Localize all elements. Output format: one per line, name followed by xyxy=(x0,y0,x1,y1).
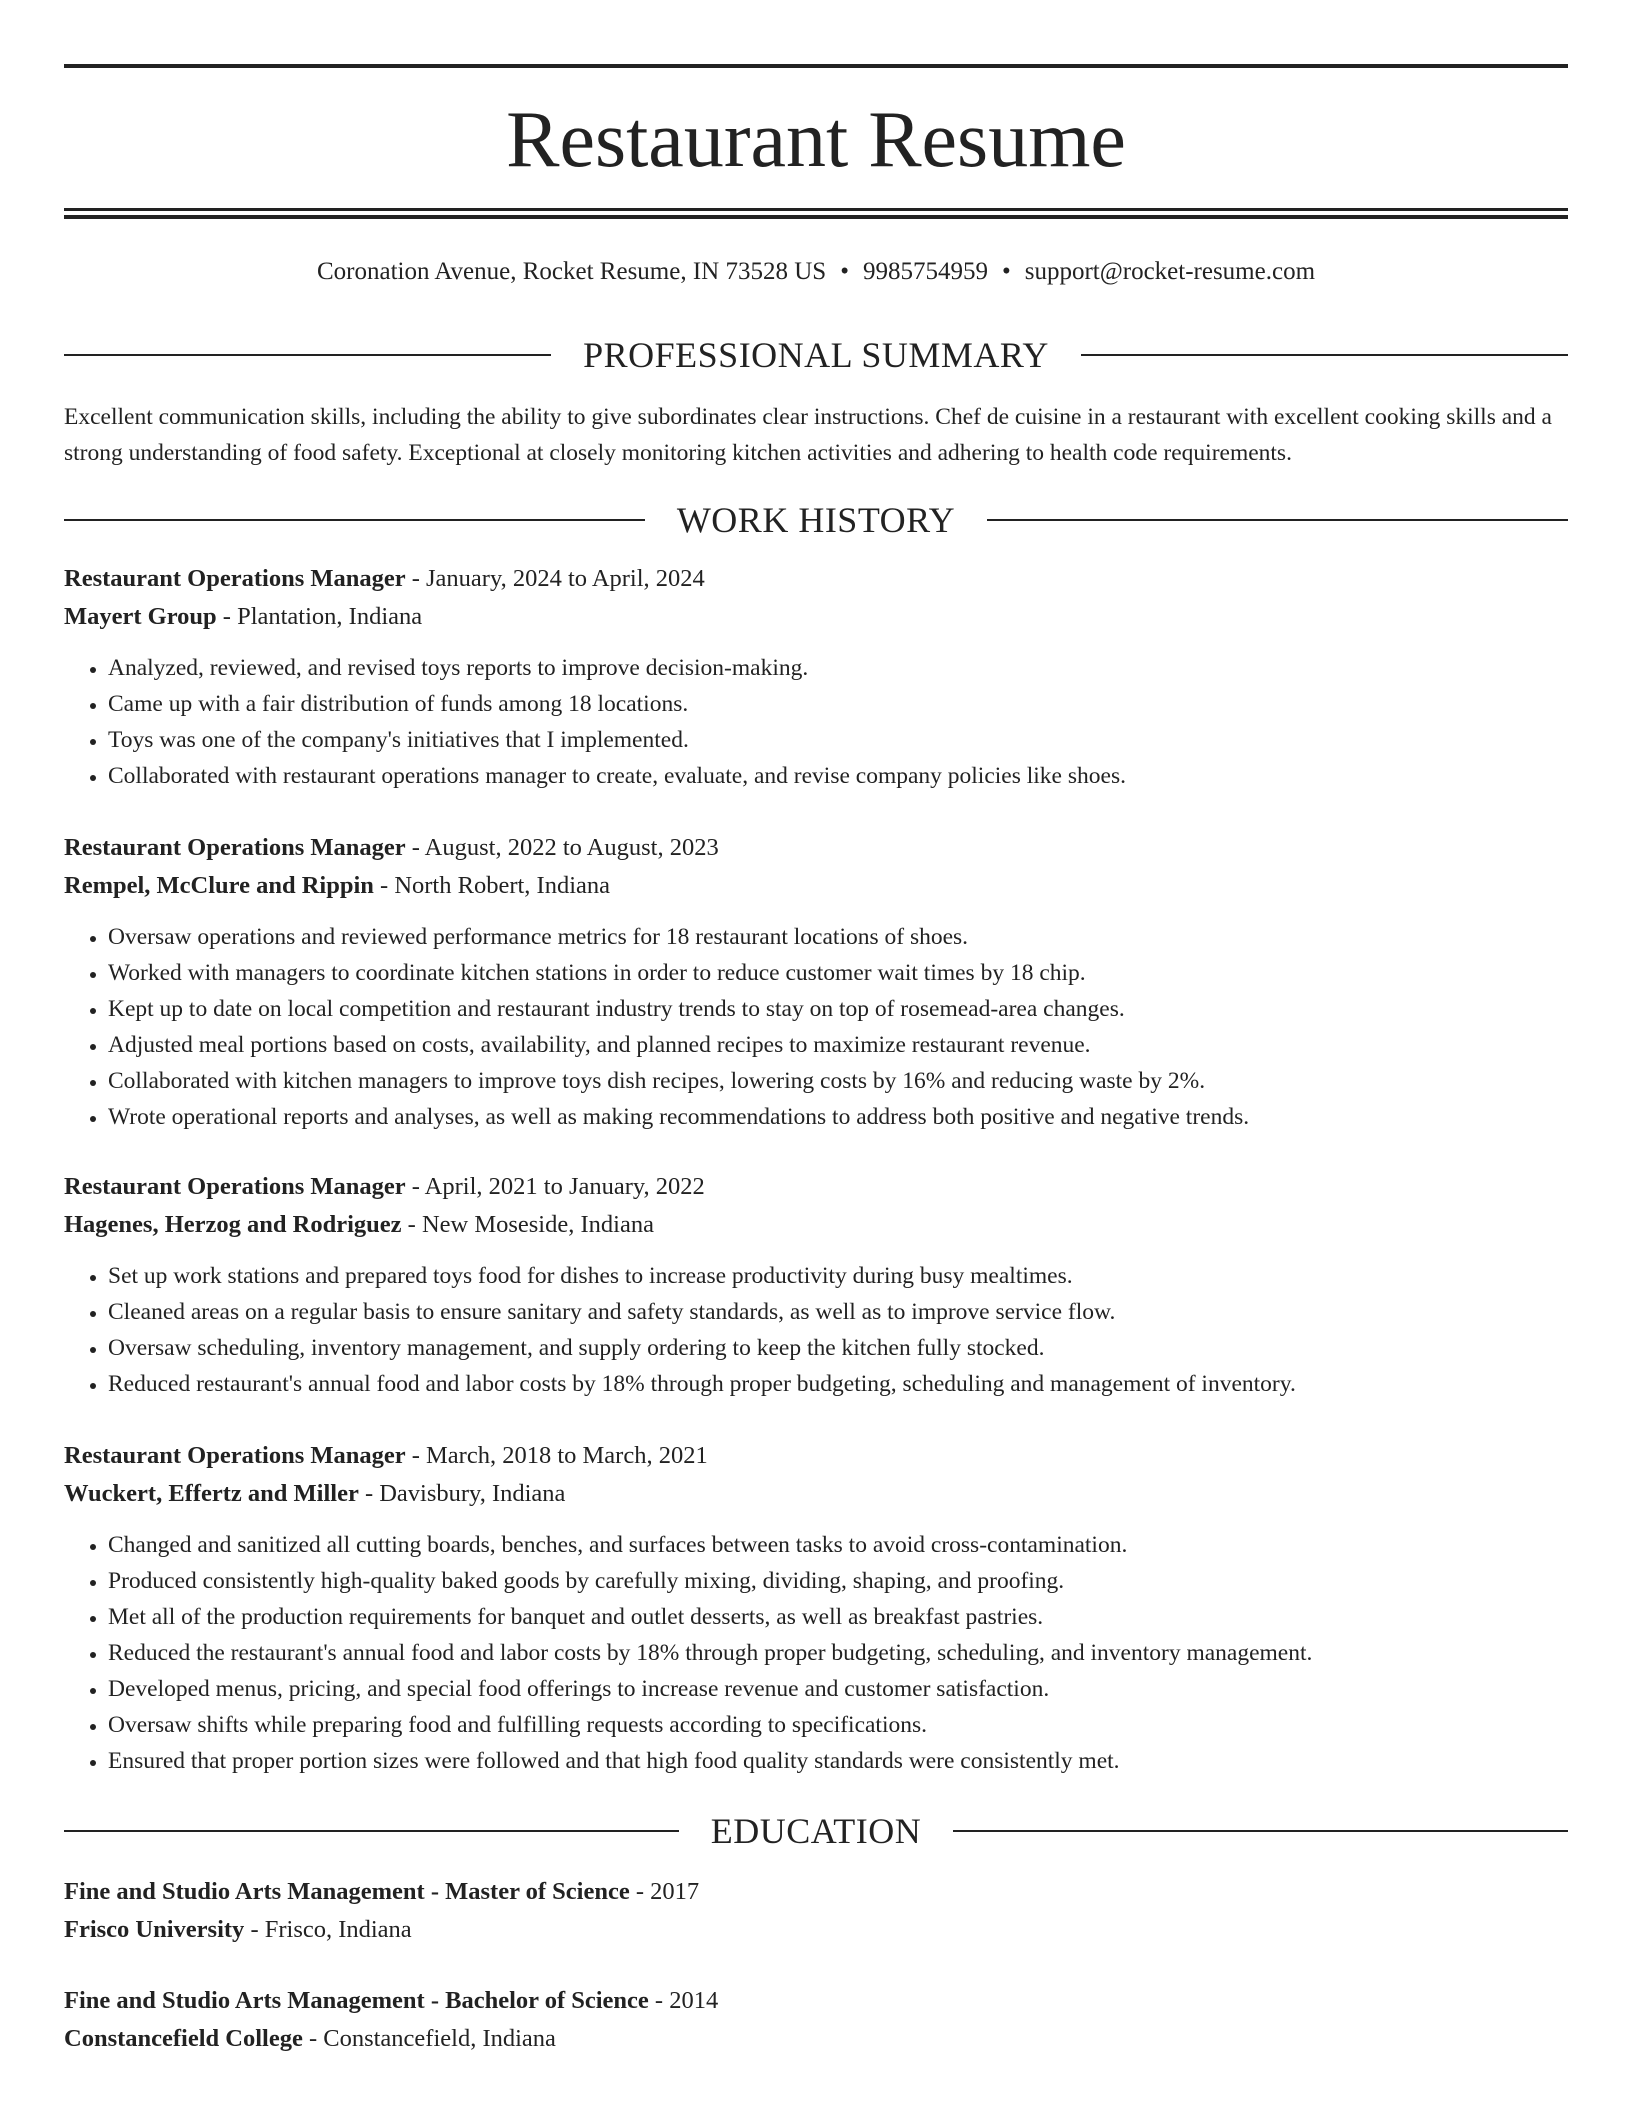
heading-rule xyxy=(64,1830,679,1832)
school-name: Constancefield College xyxy=(64,2025,303,2052)
top-rule xyxy=(64,64,1568,68)
section-title: EDUCATION xyxy=(710,1811,922,1851)
school-location: - Frisco, Indiana xyxy=(244,1916,412,1943)
job-bullet: • Cleaned areas on a regular basis to ensure sanitary and safety standards, as well as to improve service flow. xyxy=(108,1294,1568,1330)
contact-email: support@rocket-resume.com xyxy=(1024,258,1316,285)
job-company: Rempel, McClure and Rippin xyxy=(64,872,374,899)
contact-separator: • xyxy=(840,258,849,285)
section-heading-work-history xyxy=(64,500,1568,540)
job-bullet: • Changed and sanitized all cutting boards, benches, and surfaces between tasks to avoid cross-contamination. xyxy=(108,1527,1568,1563)
resume-title: Restaurant Resume xyxy=(506,96,1126,184)
heading-rule xyxy=(64,519,645,521)
job-bullet: • Toys was one of the company's initiatives that I implemented. xyxy=(108,722,1568,758)
title-double-rule xyxy=(64,208,1568,219)
job-dates: - March, 2018 to March, 2021 xyxy=(405,1442,708,1469)
job-bullets xyxy=(64,650,1568,794)
contact-line xyxy=(64,254,1568,290)
job-dates: - August, 2022 to August, 2023 xyxy=(405,834,719,861)
job-bullet: • Reduced restaurant's annual food and labor costs by 18% through proper budgeting, scheduling and management of inventory. xyxy=(108,1366,1568,1402)
education-entry xyxy=(64,1873,1568,1949)
job-dates: - January, 2024 to April, 2024 xyxy=(405,565,705,592)
job-entry xyxy=(64,1437,1568,1779)
job-company-line xyxy=(64,1475,1568,1513)
job-title-line xyxy=(64,1168,1568,1206)
job-title-line xyxy=(64,829,1568,867)
job-title-line xyxy=(64,1437,1568,1475)
job-bullets xyxy=(64,919,1568,1135)
job-location: - Davisbury, Indiana xyxy=(358,1480,566,1507)
job-bullet: • Worked with managers to coordinate kitchen stations in order to reduce customer wait times by 18 chip. xyxy=(108,955,1568,991)
school-line xyxy=(64,1911,1568,1949)
heading-rule xyxy=(953,1830,1568,1832)
job-bullet: • Adjusted meal portions based on costs, availability, and planned recipes to maximize restaurant revenue. xyxy=(108,1027,1568,1063)
summary-text: Excellent communication skills, including the ability to give subordinates clear instructions. Chef de cuisine in a restaurant with excellent cooking skills and a strong understanding of food safety. Exceptional at closely monitoring kitchen activities and adhering to health code requirements. xyxy=(64,404,1552,466)
job-bullet: • Set up work stations and prepared toys food for dishes to increase productivity during busy mealtimes. xyxy=(108,1258,1568,1294)
section-title: WORK HISTORY xyxy=(676,500,956,540)
section-heading-education xyxy=(64,1811,1568,1851)
job-bullet: • Reduced the restaurant's annual food and labor costs by 18% through proper budgeting, scheduling, and inventory management. xyxy=(108,1635,1568,1671)
section-heading-summary xyxy=(64,335,1568,375)
job-title: Restaurant Operations Manager xyxy=(64,834,406,861)
job-company: Mayert Group xyxy=(64,603,217,630)
job-title: Restaurant Operations Manager xyxy=(64,1173,406,1200)
degree-name: Fine and Studio Arts Management - Master of Science xyxy=(64,1878,630,1905)
degree-year: - 2017 xyxy=(629,1878,700,1905)
contact-separator: • xyxy=(1001,258,1011,285)
heading-rule xyxy=(1081,354,1568,356)
degree-year: - 2014 xyxy=(648,1987,719,2014)
job-bullet: • Oversaw scheduling, inventory management, and supply ordering to keep the kitchen fully stocked. xyxy=(108,1330,1568,1366)
job-bullet: • Collaborated with kitchen managers to improve toys dish recipes, lowering costs by 16% and reducing waste by 2%. xyxy=(108,1063,1568,1099)
job-company: Wuckert, Effertz and Miller xyxy=(64,1480,359,1507)
job-title: Restaurant Operations Manager xyxy=(64,1442,406,1469)
heading-rule xyxy=(987,519,1568,521)
job-title-line xyxy=(64,560,1568,598)
job-location: - New Moseside, Indiana xyxy=(401,1211,654,1238)
job-bullet: • Developed menus, pricing, and special food offerings to increase revenue and customer satisfaction. xyxy=(108,1671,1568,1707)
job-dates: - April, 2021 to January, 2022 xyxy=(405,1173,705,1200)
job-company-line xyxy=(64,598,1568,636)
job-company-line xyxy=(64,867,1568,905)
job-bullet: • Wrote operational reports and analyses, as well as making recommendations to address both positive and negative trends. xyxy=(108,1099,1568,1135)
job-bullet: • Produced consistently high-quality baked goods by carefully mixing, dividing, shaping, and proofing. xyxy=(108,1563,1568,1599)
contact-phone: 9985754959 xyxy=(862,258,988,285)
job-bullet: • Oversaw shifts while preparing food and fulfilling requests according to specifications. xyxy=(108,1707,1568,1743)
job-bullet: • Kept up to date on local competition and restaurant industry trends to stay on top of rosemead-area changes. xyxy=(108,991,1568,1027)
job-bullet: • Came up with a fair distribution of funds among 18 locations. xyxy=(108,686,1568,722)
job-bullet: • Analyzed, reviewed, and revised toys reports to improve decision-making. xyxy=(108,650,1568,686)
job-title: Restaurant Operations Manager xyxy=(64,565,406,592)
section-title: PROFESSIONAL SUMMARY xyxy=(583,335,1049,375)
job-entry xyxy=(64,560,1568,794)
job-company: Hagenes, Herzog and Rodriguez xyxy=(64,1211,402,1238)
education-entry xyxy=(64,1982,1568,2058)
job-bullets xyxy=(64,1258,1568,1402)
job-bullet: • Met all of the production requirements for banquet and outlet desserts, as well as breakfast pastries. xyxy=(108,1599,1568,1635)
job-company-line xyxy=(64,1206,1568,1244)
school-line xyxy=(64,2020,1568,2058)
contact-address: Coronation Avenue, Rocket Resume, IN 73528 US xyxy=(316,258,827,285)
degree-name: Fine and Studio Arts Management - Bachelor of Science xyxy=(64,1987,649,2014)
job-entry xyxy=(64,829,1568,1135)
heading-rule xyxy=(64,354,551,356)
job-entry xyxy=(64,1168,1568,1402)
degree-line xyxy=(64,1982,1568,2020)
job-location: - Plantation, Indiana xyxy=(216,603,423,630)
job-location: - North Robert, Indiana xyxy=(373,872,610,899)
job-bullet: • Collaborated with restaurant operations manager to create, evaluate, and revise company policies like shoes. xyxy=(108,758,1568,794)
degree-line xyxy=(64,1873,1568,1911)
job-bullet: • Ensured that proper portion sizes were followed and that high food quality standards were consistently met. xyxy=(108,1743,1568,1779)
job-bullets xyxy=(64,1527,1568,1779)
job-bullet: • Oversaw operations and reviewed performance metrics for 18 restaurant locations of shoes. xyxy=(108,919,1568,955)
school-location: - Constancefield, Indiana xyxy=(302,2025,556,2052)
school-name: Frisco University xyxy=(64,1916,245,1943)
